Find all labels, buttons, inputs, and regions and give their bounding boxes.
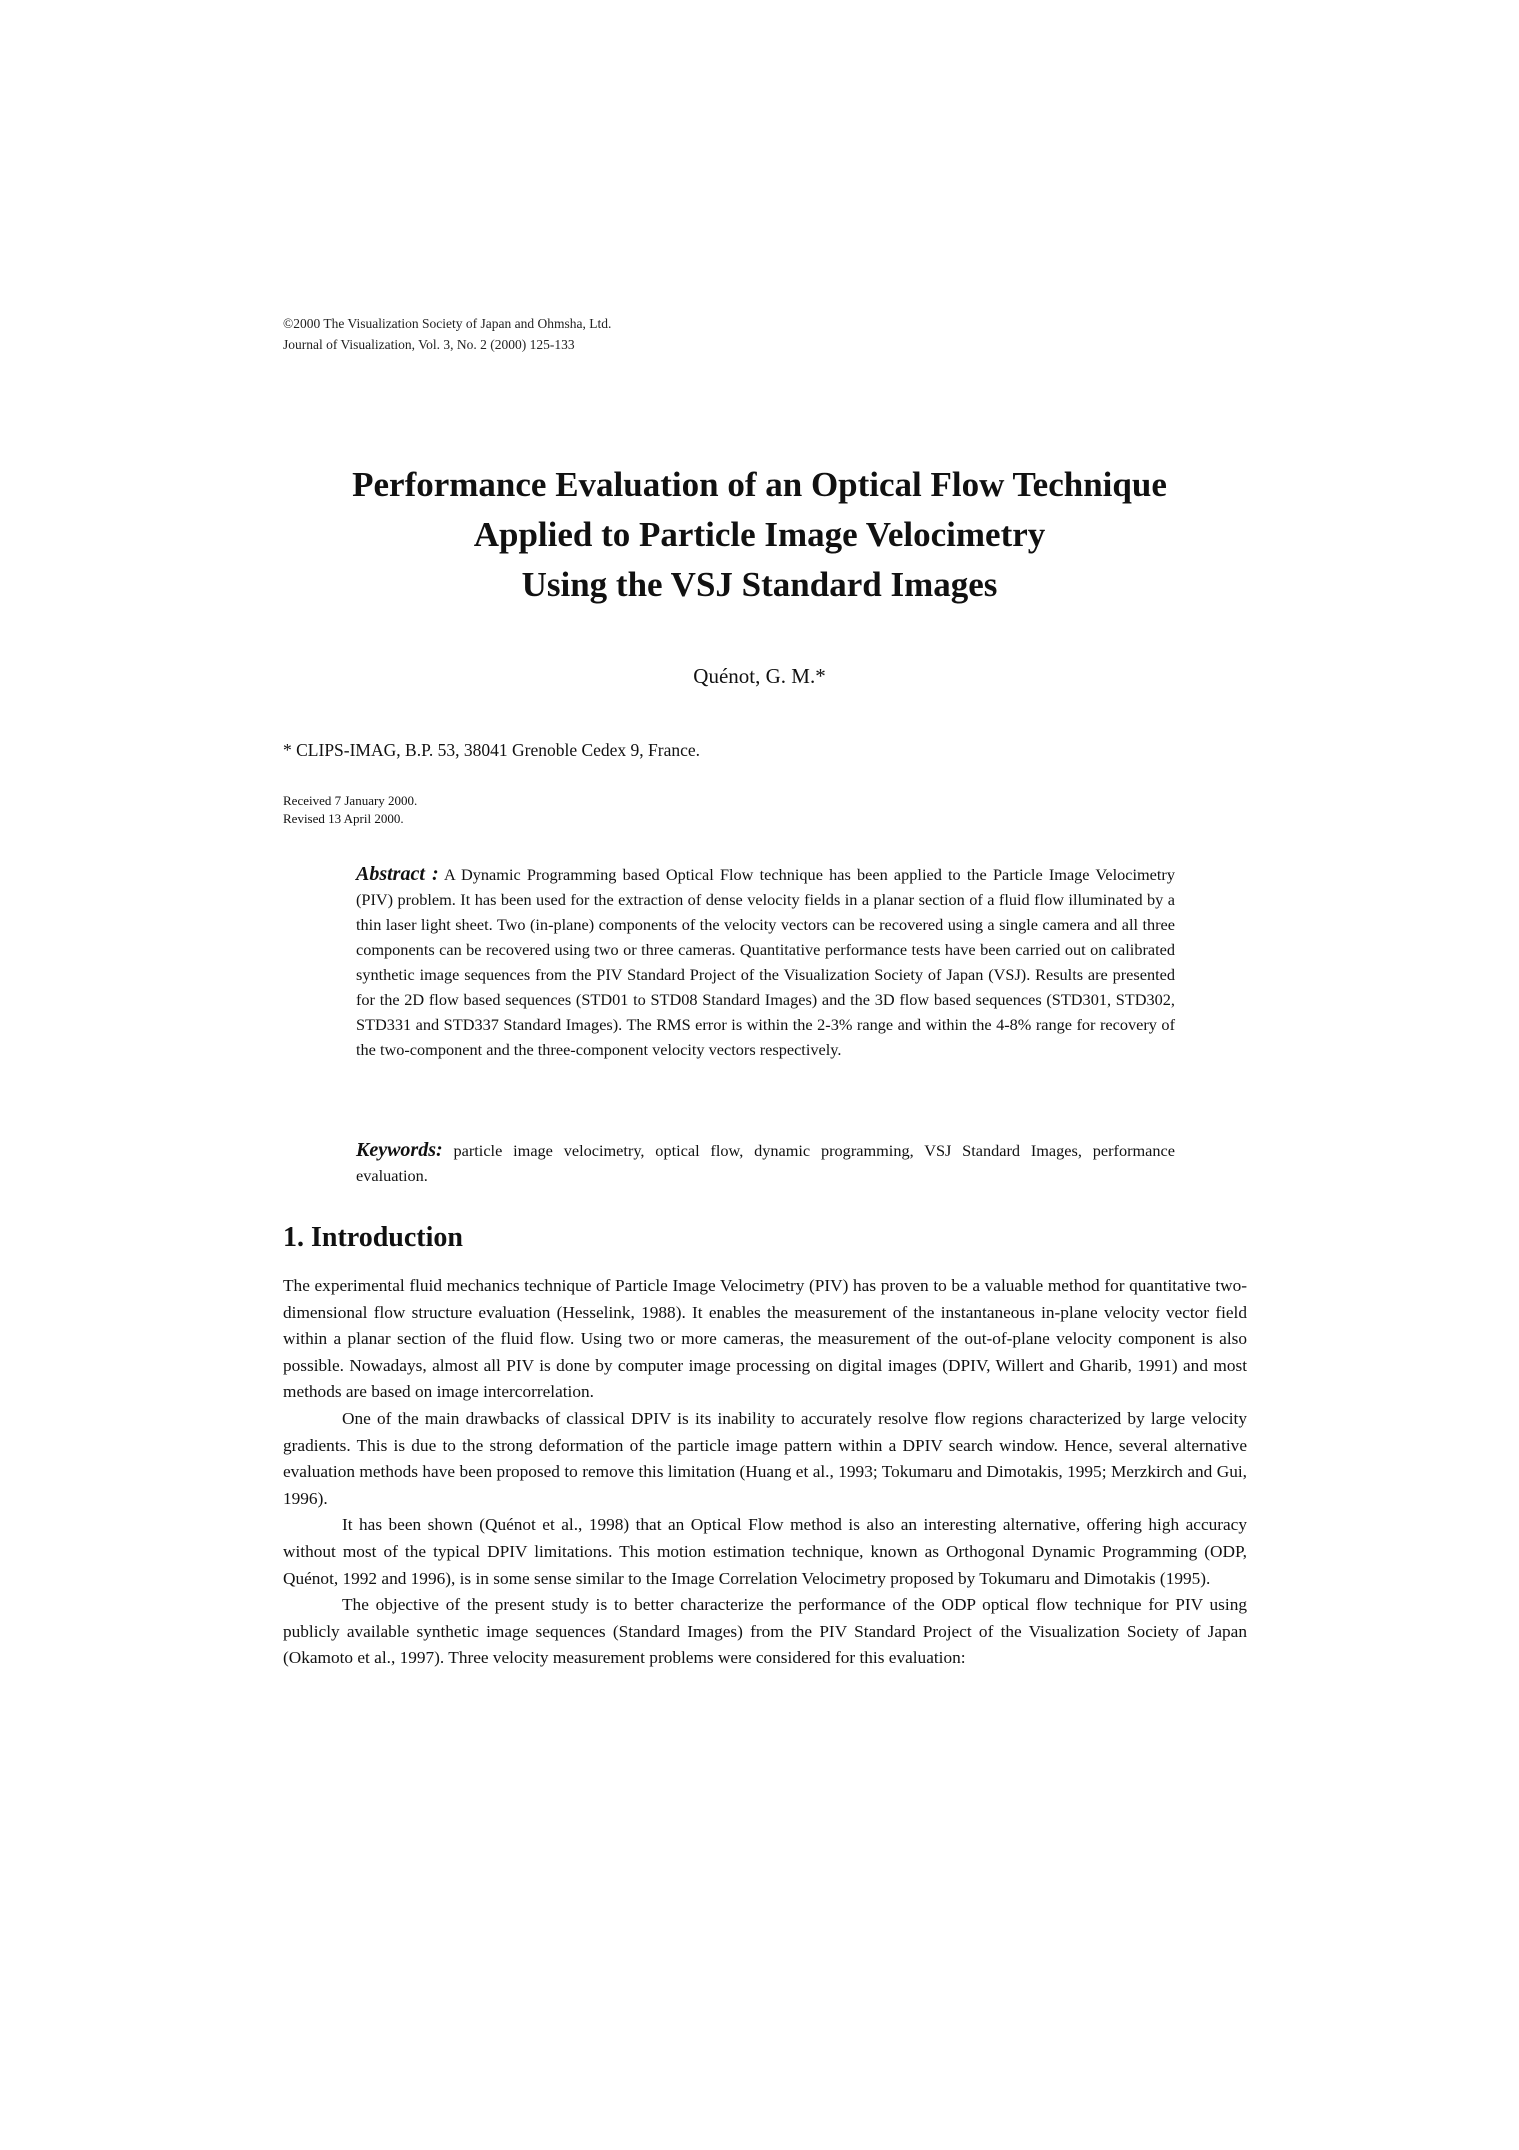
introduction-body — [283, 1273, 1247, 1672]
keywords-label: Keywords: — [356, 1139, 443, 1161]
intro-paragraph: The objective of the present study is to better characterize the performance of the ODP optical flow technique for PIV using publicly available synthetic image sequences (Standard Images) from the PIV Standard Project of the Visualization Society of Japan (Okamoto et al., 1997). Three velocity measurement problems were considered for this evaluation: — [283, 1595, 1247, 1668]
journal-header — [283, 313, 611, 355]
author-name: Quénot, G. M.* — [693, 664, 826, 688]
abstract-label: Abstract : — [356, 863, 439, 885]
submission-dates — [283, 792, 417, 828]
intro-paragraph: It has been shown (Quénot et al., 1998) that an Optical Flow method is also an interesting alternative, offering high accuracy without most of the typical DPIV limitations. This motion estimation technique, known as Orthogonal Dynamic Programming (ODP, Quénot, 1992 and 1996), is in some sense similar to the Image Correlation Velocimetry proposed by Tokumaru and Dimotakis (1995). — [283, 1515, 1247, 1588]
title-line-2: Applied to Particle Image Velocimetry — [473, 515, 1046, 554]
paper-title — [0, 460, 1519, 610]
keywords — [356, 1138, 1175, 1188]
intro-paragraph: One of the main drawbacks of classical DPIV is its inability to accurately resolve flow regions characterized by large velocity gradients. This is due to the strong deformation of the particle image pattern within a DPIV search window. Hence, several alternative evaluation methods have been proposed to remove this limitation (Huang et al., 1993; Tokumaru and Dimotakis, 1995; Merzkirch and Gui, 1996). — [283, 1408, 1247, 1508]
intro-paragraph: The experimental fluid mechanics technique of Particle Image Velocimetry (PIV) has proven to be a valuable method for quantitative two-dimensional flow structure evaluation (Hesselink, 1988). It enables the measurement of the instantaneous in-plane velocity vector field within a planar section of the fluid flow. Using two or more cameras, the measurement of the out-of-plane velocity component is also possible. Nowadays, almost all PIV is done by computer image processing on digital images (DPIV, Willert and Gharib, 1991) and most methods are based on image intercorrelation. — [283, 1276, 1247, 1402]
received-date: Received 7 January 2000. — [283, 793, 418, 808]
copyright-line: ©2000 The Visualization Society of Japan and Ohmsha, Ltd. — [283, 316, 612, 331]
abstract — [356, 862, 1175, 1062]
keywords-text: particle image velocimetry, optical flow, dynamic programming, VSJ Standard Images, performance evaluation. — [356, 1141, 1175, 1185]
title-line-1: Performance Evaluation of an Optical Flow Technique — [352, 465, 1167, 504]
abstract-text: A Dynamic Programming based Optical Flow technique has been applied to the Particle Image Velocimetry (PIV) problem. It has been used for the extraction of dense velocity fields in a planar section of a fluid flow illuminated by a thin laser light sheet. Two (in-plane) components of the velocity vectors can be recovered using a single camera and all three components can be recovered using two or three cameras. Quantitative performance tests have been carried out on calibrated synthetic image sequences from the PIV Standard Project of the Visualization Society of Japan (VSJ). Results are presented for the 2D flow based sequences (STD01 to STD08 Standard Images) and the 3D flow based sequences (STD301, STD302, STD331 and STD337 Standard Images). The RMS error is within the 2-3% range and within the 4-8% range for recovery of the two-component and the three-component velocity vectors respectively. — [356, 865, 1175, 1059]
section-heading: 1. Introduction — [283, 1222, 463, 1253]
journal-citation: Journal of Visualization, Vol. 3, No. 2 (2000) 125-133 — [283, 337, 575, 352]
affiliation: * CLIPS-IMAG, B.P. 53, 38041 Grenoble Cedex 9, France. — [283, 740, 701, 760]
title-line-3: Using the VSJ Standard Images — [521, 565, 998, 604]
revised-date: Revised 13 April 2000. — [283, 811, 404, 826]
